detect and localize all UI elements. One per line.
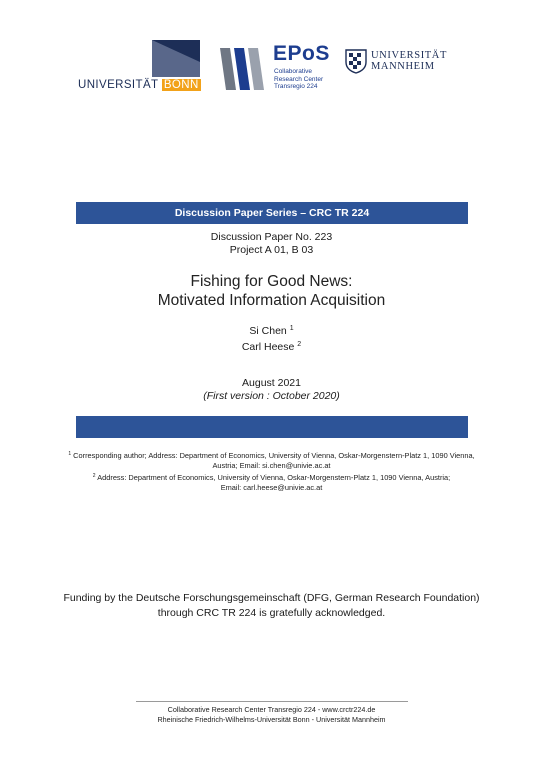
footnote: $^1$ Corresponding author; Address: Department of Economics, University of Vienna, Oskar-Morgenstern-Platz 1, 1090 Vienna, [68, 451, 475, 460]
footer-divider [136, 701, 408, 702]
bonn-emblem-icon [152, 40, 200, 77]
paper-meta [0, 231, 543, 257]
abstract-divider-bar [76, 416, 468, 438]
author: Si Chen $^1$ [249, 325, 294, 337]
author-footnotes [0, 449, 543, 493]
funding-note: Funding by the Deutsche Forschungsgemeinschaft (DFG, German Research Foundation) through CRC TR 224 is gratefully acknowledged. [63, 592, 480, 619]
first-version-date: (First version : October 2020) [203, 390, 340, 402]
publication-date: August 2021 [242, 377, 301, 389]
page-footer: Collaborative Research Center Transregio 224 - www.crctr224.de Rheinische Friedrich-Wilhelms-Universität Bonn - Universität Mannheim [157, 705, 386, 724]
paper-number: Discussion Paper No. 223 [210, 231, 333, 243]
epos-logo [218, 42, 338, 98]
paper-title: Fishing for Good News: Motivated Information Acquisition [157, 273, 386, 309]
footnote-continuation: Email: carl.heese@univie.ac.at [220, 483, 323, 492]
paper-date [0, 377, 543, 403]
logo-row [0, 38, 543, 100]
epos-emblem-icon [218, 44, 270, 94]
footnote: $^2$ Address: Department of Economics, University of Vienna, Oskar-Morgenstern-Platz 1, 1090 Vienna, Austria; [92, 473, 451, 482]
series-banner: Discussion Paper Series – CRC TR 224 [76, 202, 468, 224]
author-list [0, 322, 543, 354]
university-bonn-logo [78, 40, 200, 98]
university-mannheim-logo [344, 48, 464, 78]
author: Carl Heese $^2$ [241, 341, 302, 353]
epos-title: EPoS [273, 42, 330, 65]
footnote-continuation: Austria; Email: si.chen@univie.ac.at [212, 461, 331, 470]
mannheim-wordmark: UNIVERSITÄT MANNHEIM [371, 50, 448, 72]
mannheim-crest-icon [344, 48, 368, 74]
bonn-wordmark: UNIVERSITÄT BONN [78, 79, 199, 91]
project-label: Project A 01, B 03 [229, 244, 314, 256]
epos-subtitle: Collaborative Research Center Transregio 224 [274, 68, 324, 90]
